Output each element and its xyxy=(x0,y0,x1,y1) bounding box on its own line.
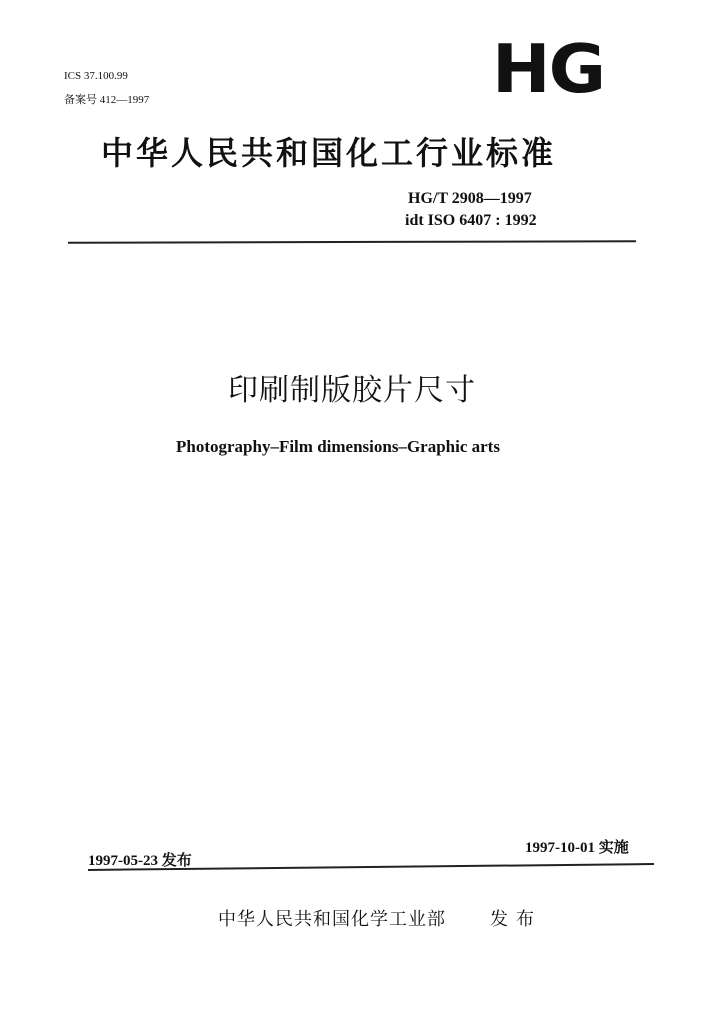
ics-code: ICS 37.100.99 xyxy=(64,70,128,82)
idt-reference: idt ISO 6407 : 1992 xyxy=(405,212,537,229)
publish-label: 发布 xyxy=(490,909,542,930)
hg-logo: HG xyxy=(492,30,605,108)
standard-title: 中华人民共和国化工行业标准 xyxy=(101,134,557,172)
issue-date: 1997-05-23 发布 xyxy=(88,853,192,869)
filing-number: 备案号 412—1997 xyxy=(64,94,150,106)
document-title: 印刷制版胶片尺寸 xyxy=(228,373,476,408)
document-subtitle: Photography–Film dimensions–Graphic arts xyxy=(176,437,500,456)
header-divider xyxy=(68,240,636,243)
standard-number: HG/T 2908—1997 xyxy=(408,190,532,207)
publisher-name: 中华人民共和国化学工业部 xyxy=(218,909,446,930)
implementation-date: 1997-10-01 实施 xyxy=(525,840,629,856)
